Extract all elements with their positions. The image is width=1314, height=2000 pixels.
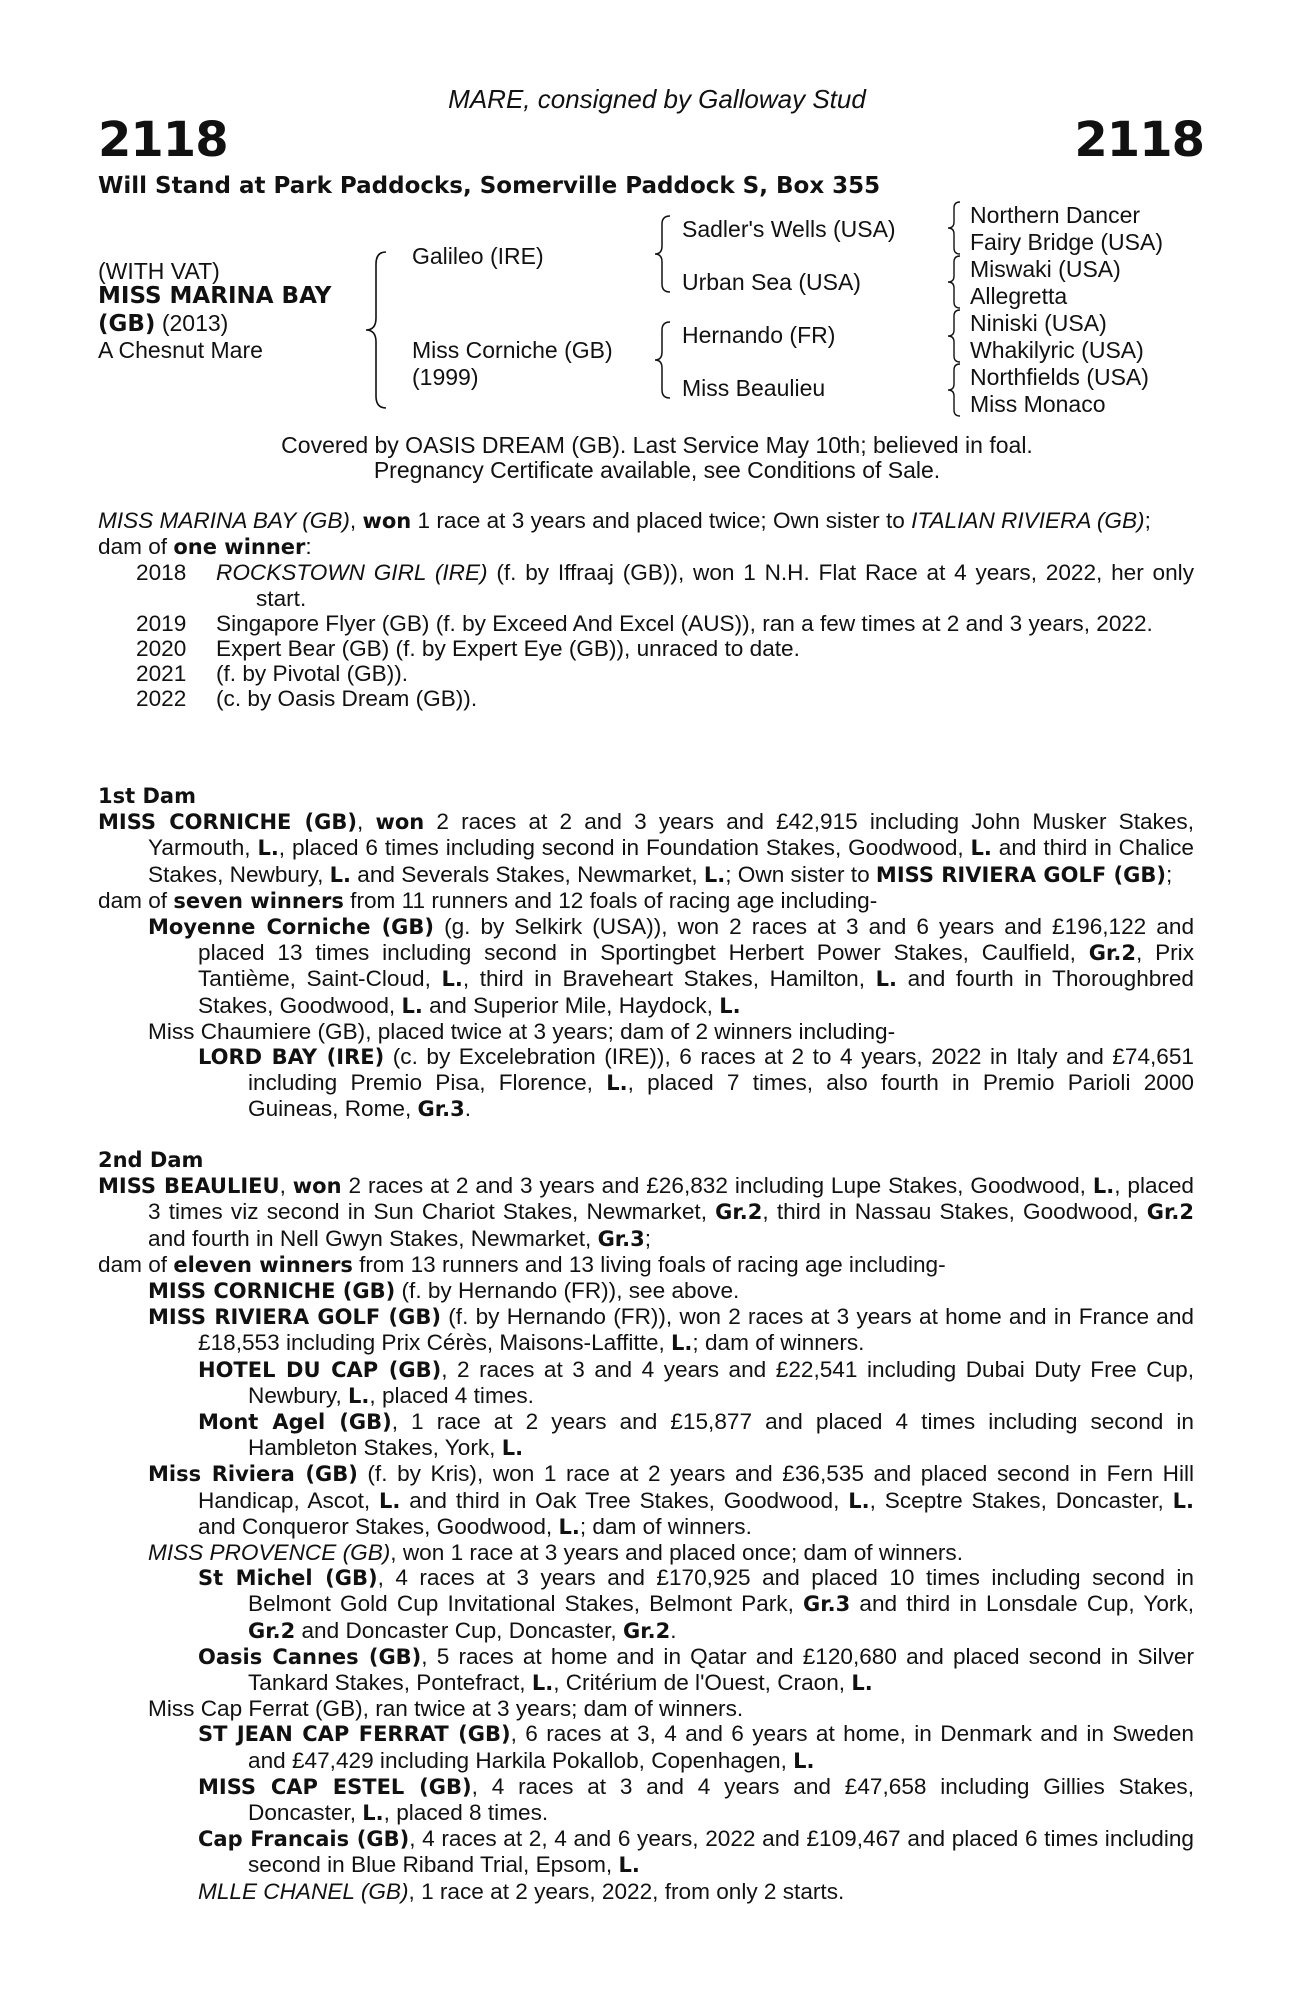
text-run: won — [292, 1174, 342, 1199]
foal-details: (c. by Oasis Dream (GB)). — [216, 686, 478, 712]
text-run: Gr.2 — [1088, 941, 1136, 966]
text-run: ; — [1165, 861, 1173, 887]
text-run: L. — [558, 1514, 580, 1539]
text-run: L. — [348, 1383, 370, 1408]
second-dam-heading: 2nd Dam — [98, 1148, 204, 1172]
text-run: from 11 runners and 12 foals of racing age including- — [343, 887, 878, 913]
pedigree-brace-ss — [946, 200, 964, 256]
pedigree-brace-dam — [652, 320, 674, 400]
pedigree-sds: Miswaki (USA) — [970, 256, 1121, 282]
text-run: ; dam of winners. — [692, 1330, 865, 1356]
text-run: L. — [501, 1436, 524, 1461]
grandfoal-mont-agel — [98, 1409, 1194, 1461]
text-run: L. — [719, 993, 741, 1018]
text-run: , 4 races at 2, 4 and 6 years, 2022 and £109,467 and placed 6 times including second in Blue Riband Trial, Epsom, — [248, 1826, 1194, 1878]
text-run: L. — [606, 1071, 628, 1096]
pedigree-dam-year: (1999) — [412, 364, 479, 390]
foal-row — [98, 636, 1194, 661]
produce-intro: MISS MARINA BAY (GB), won 1 race at 3 years and placed twice; Own sister to ITALIAN RIVIERA (GB); — [98, 508, 1151, 533]
grandfoal-lord-bay — [98, 1044, 1194, 1123]
horse-name: MISS MARINA BAY — [98, 283, 332, 309]
text-run: L. — [970, 836, 992, 861]
pedigree-sire: Galileo (IRE) — [412, 243, 544, 269]
text-run: L. — [848, 1488, 870, 1513]
produce-dam-of: dam of one winner: — [98, 534, 312, 560]
text-run: . — [670, 1617, 677, 1643]
text-run: and third in Lonsdale Cup, York, — [850, 1591, 1194, 1617]
text-run: , — [357, 809, 376, 835]
text-run: Mont Agel (GB) — [198, 1410, 392, 1435]
grandfoal-miss-cap-estel — [98, 1774, 1194, 1826]
text-run: dam of — [98, 887, 174, 913]
second-dam-foal-miss-cap-ferrat — [98, 1696, 1194, 1721]
pedigree-dam: Miss Corniche (GB) — [412, 337, 613, 363]
text-run: and Conqueror Stakes, Goodwood, — [198, 1513, 559, 1539]
pedigree-brace-sire — [652, 214, 674, 294]
pedigree-dam-dam: Miss Beaulieu — [682, 375, 826, 401]
foal-details: (f. by Iffraaj (GB)), won 1 N.H. Flat Race at 4 years, 2022, her only start. — [256, 560, 1194, 611]
foal-year: 2022 — [136, 686, 187, 712]
text-run: (f. by Hernando (FR)), see above. — [395, 1278, 740, 1304]
foal-name: ROCKSTOWN GIRL (IRE) — [216, 560, 488, 586]
text-run: , Prix Tantième, Saint-Cloud, — [198, 940, 1194, 992]
text-run: , third in Braveheart Stakes, Hamilton, — [462, 966, 876, 992]
text-run: , 1 race at 2 years, 2022, from only 2 starts. — [408, 1878, 845, 1904]
pedigree-sire-dam: Urban Sea (USA) — [682, 269, 861, 295]
text-run: seven winners — [173, 888, 344, 913]
foal-details: Expert Bear (GB) (f. by Expert Eye (GB)), unraced to date. — [216, 636, 800, 662]
text-run: Miss Cap Ferrat (GB), ran twice at 3 years; dam of winners. — [148, 1696, 744, 1722]
text-run: MISS RIVIERA GOLF (GB) — [148, 1305, 441, 1330]
text-run: Gr.3 — [803, 1592, 851, 1617]
first-dam-heading: 1st Dam — [98, 784, 196, 808]
first-dam-produce-summary — [98, 888, 1194, 914]
text-run: MISS CAP ESTEL (GB) — [198, 1774, 472, 1799]
text-run: HOTEL DU CAP (GB) — [198, 1357, 442, 1382]
text-run: ; dam of winners. — [579, 1513, 752, 1539]
text-run: MISS CORNICHE (GB) — [148, 1279, 396, 1304]
grandfoal-hotel-du-cap — [98, 1357, 1194, 1409]
lot-number-right: 2118 — [1074, 112, 1204, 168]
foal-text — [216, 636, 1194, 661]
text-run: L. — [329, 862, 352, 887]
text-run: Moyenne Corniche (GB) — [148, 915, 435, 940]
text-run: and fourth in Thoroughbred Stakes, Goodwood, — [198, 966, 1194, 1018]
text-run: , — [279, 1173, 293, 1199]
text-run: Gr.2 — [1146, 1200, 1194, 1225]
text-run: dam of — [98, 1251, 174, 1277]
text-run: MISS PROVENCE (GB) — [148, 1540, 391, 1566]
text-run: L. — [401, 993, 423, 1018]
text-run: , 2 races at 3 and 4 years and £22,541 including Dubai Duty Free Cup, Newbury, — [248, 1356, 1194, 1408]
text-run: ST JEAN CAP FERRAT (GB) — [198, 1722, 511, 1747]
first-dam-section — [98, 784, 1194, 1123]
foal-year: 2019 — [136, 610, 187, 636]
text-run: , 4 races at 3 and 4 years and £47,658 including Gillies Stakes, Doncaster, — [248, 1773, 1194, 1826]
consigned-by: MARE, consigned by Galloway Stud — [448, 84, 866, 114]
foal-details: Singapore Flyer (GB) (f. by Exceed And Excel (AUS)), ran a few times at 2 and 3 years, 2022. — [216, 610, 1153, 636]
text-run: St Michel (GB) — [198, 1566, 378, 1591]
text-run: (f. by Kris), won 1 race at 2 years and £36,535 and placed second in Fern Hill Handicap, Ascot, — [198, 1461, 1195, 1513]
vat-label: (WITH VAT) — [98, 258, 220, 284]
first-dam-foal-moyenne-corniche — [98, 914, 1194, 1019]
pedigree-dsd: Whakilyric (USA) — [970, 337, 1144, 363]
pedigree-brace-ds — [946, 308, 964, 364]
text-run: , placed 4 times. — [369, 1382, 534, 1408]
text-run: , 4 races at 3 years and £170,925 and placed 10 times including second in Belmont Gold Cup Invitational Stakes, Belmont Park, — [248, 1565, 1194, 1617]
text-run: L. — [793, 1748, 815, 1773]
text-run: , Critérium de l'Ouest, Craon, — [553, 1670, 852, 1696]
grandfoal-oasis-cannes — [98, 1644, 1194, 1696]
stand-location: Will Stand at Park Paddocks, Somerville Paddock S, Box 355 — [98, 173, 881, 199]
text-run: and Doncaster Cup, Doncaster, — [295, 1617, 623, 1643]
pedigree-brace-main — [362, 250, 392, 410]
grandfoal-cap-francais — [98, 1826, 1194, 1878]
text-run: (g. by Selkirk (USA)), won 2 races at 3 and 6 years and £196,122 and placed 13 times including second in Sportingbet Herbert Power Stakes, Caulfield, — [198, 914, 1195, 966]
text-run: won — [375, 810, 425, 835]
foal-year: 2020 — [136, 636, 187, 662]
text-run: L. — [1172, 1488, 1194, 1513]
text-run: and Superior Mile, Haydock, — [422, 992, 720, 1018]
text-run: and fourth in Nell Gwyn Stakes, Newmarket, — [148, 1225, 598, 1251]
text-run: , 1 race at 2 years and £15,877 and placed 4 times including second in Hambleton Stakes, York, — [248, 1409, 1194, 1461]
pedigree-ssd: Fairy Bridge (USA) — [970, 229, 1163, 255]
text-run: L. — [1092, 1174, 1115, 1199]
foal-text — [216, 686, 1194, 711]
lot-number-left: 2118 — [98, 112, 228, 168]
text-run: ; Own sister to — [725, 861, 876, 887]
pedigree-ddd: Miss Monaco — [970, 391, 1106, 417]
text-run: eleven winners — [173, 1252, 353, 1277]
foal-year: 2018 — [136, 560, 187, 586]
foal-details: (f. by Pivotal (GB)). — [216, 661, 409, 687]
text-run: and third in Chalice Stakes, Newbury, — [148, 835, 1194, 887]
covered-by: Covered by OASIS DREAM (GB). Last Service May 10th; believed in foal. — [281, 432, 1033, 458]
pedigree-brace-sd — [946, 254, 964, 310]
text-run: Gr.3 — [597, 1226, 645, 1251]
text-run: (f. by Hernando (FR)), won 2 races at 3 years at home and in France and £18,553 including Prix Cérès, Maisons-Laffitte, — [198, 1304, 1194, 1356]
text-run: Cap Francais (GB) — [198, 1827, 410, 1852]
text-run: and third in Oak Tree Stakes, Goodwood, — [400, 1487, 849, 1513]
text-run: L. — [875, 967, 897, 992]
text-run: L. — [618, 1853, 640, 1878]
text-run: MISS BEAULIEU — [98, 1174, 280, 1199]
text-run: MLLE CHANEL (GB) — [198, 1878, 409, 1904]
text-run: Gr.2 — [248, 1618, 296, 1643]
text-run: L. — [703, 862, 726, 887]
pedigree-dam-sire: Hernando (FR) — [682, 322, 836, 348]
text-run: Miss Chaumiere (GB), placed twice at 3 years; dam of 2 winners including- — [148, 1018, 896, 1044]
foal-text — [216, 661, 1194, 686]
text-run: , Sceptre Stakes, Doncaster, — [869, 1487, 1173, 1513]
foal-text — [216, 560, 1194, 610]
text-run: Oasis Cannes (GB) — [198, 1644, 422, 1669]
text-run: , placed 3 times viz second in Sun Chariot Stakes, Newmarket, — [148, 1173, 1194, 1225]
second-dam-produce-summary — [98, 1252, 1194, 1278]
text-run: L. — [671, 1331, 693, 1356]
text-run: 2 races at 2 and 3 years and £26,832 including Lupe Stakes, Goodwood, — [341, 1173, 1093, 1199]
grandfoal-st-jean-cap-ferrat — [98, 1721, 1194, 1773]
first-dam-foal-miss-chaumiere — [98, 1019, 1194, 1044]
text-run: L. — [362, 1801, 384, 1826]
produce-record — [98, 508, 1194, 712]
horse-year: (GB) (2013) — [98, 310, 229, 337]
text-run: L. — [257, 836, 279, 861]
text-run: , third in Nassau Stakes, Goodwood, — [762, 1199, 1147, 1225]
foal-text — [216, 611, 1194, 636]
pedigree-sdd: Allegretta — [970, 283, 1068, 309]
text-run: MISS RIVIERA GOLF (GB) — [875, 862, 1166, 887]
grandfoal-mlle-chanel — [98, 1879, 1194, 1904]
pregnancy-note: Pregnancy Certificate available, see Conditions of Sale. — [373, 457, 941, 483]
text-run: Gr.2 — [623, 1618, 671, 1643]
text-run: L. — [531, 1671, 554, 1696]
text-run: from 13 runners and 13 living foals of racing age including- — [352, 1251, 946, 1277]
text-run: Gr.3 — [417, 1097, 465, 1122]
horse-description: A Chesnut Mare — [98, 337, 263, 363]
grandfoal-st-michel — [98, 1565, 1194, 1644]
text-run: 2 races at 2 and 3 years and £42,915 including John Musker Stakes, Yarmouth, — [148, 809, 1194, 861]
text-run: , placed 7 times, also fourth in Premio Parioli 2000 Guineas, Rome, — [248, 1070, 1194, 1122]
foal-row — [98, 686, 1194, 711]
first-dam-record — [98, 809, 1194, 888]
pedigree-brace-dd — [946, 362, 964, 418]
text-run: Miss Riviera (GB) — [148, 1462, 358, 1487]
foal-row — [98, 611, 1194, 636]
text-run: L. — [441, 967, 463, 992]
text-run: . — [464, 1096, 472, 1122]
text-run: , 5 races at home and in Qatar and £120,680 and placed second in Silver Tankard Stakes, Pontefract, — [248, 1643, 1194, 1696]
text-run: (c. by Excelebration (IRE)), 6 races at 2 to 4 years, 2022 in Italy and £74,651 including Premio Pisa, Florence, — [248, 1044, 1194, 1096]
text-run: LORD BAY (IRE) — [198, 1045, 385, 1070]
pedigree-sire-sire: Sadler's Wells (USA) — [682, 216, 896, 242]
foal-row — [98, 560, 1194, 610]
text-run: , won 1 race at 3 years and placed once; dam of winners. — [390, 1540, 963, 1566]
foal-list — [98, 560, 1194, 711]
text-run: ; — [644, 1225, 652, 1251]
text-run: and Severals Stakes, Newmarket, — [351, 861, 704, 887]
foal-row — [98, 661, 1194, 686]
text-run: , 6 races at 3, 4 and 6 years at home, in Denmark and in Sweden and £47,429 including Harkila Pokallob, Copenhagen, — [248, 1721, 1194, 1773]
text-run: MISS CORNICHE (GB) — [98, 810, 357, 835]
second-dam-foal-miss-riviera — [98, 1461, 1194, 1540]
text-run: Gr.2 — [715, 1200, 763, 1225]
second-dam-foal-miss-corniche — [98, 1278, 1194, 1304]
second-dam-foal-miss-provence — [98, 1540, 1194, 1565]
text-run: L. — [851, 1671, 873, 1696]
second-dam-record — [98, 1173, 1194, 1252]
pedigree-sss: Northern Dancer — [970, 202, 1141, 228]
foal-year: 2021 — [136, 661, 187, 687]
text-run: , placed 6 times including second in Foundation Stakes, Goodwood, — [278, 835, 971, 861]
pedigree-dss: Niniski (USA) — [970, 310, 1107, 336]
pedigree-dds: Northfields (USA) — [970, 364, 1149, 390]
text-run: , placed 8 times. — [383, 1800, 549, 1826]
second-dam-foal-miss-riviera-golf — [98, 1304, 1194, 1356]
text-run: L. — [379, 1488, 401, 1513]
second-dam-section — [98, 1148, 1194, 1904]
